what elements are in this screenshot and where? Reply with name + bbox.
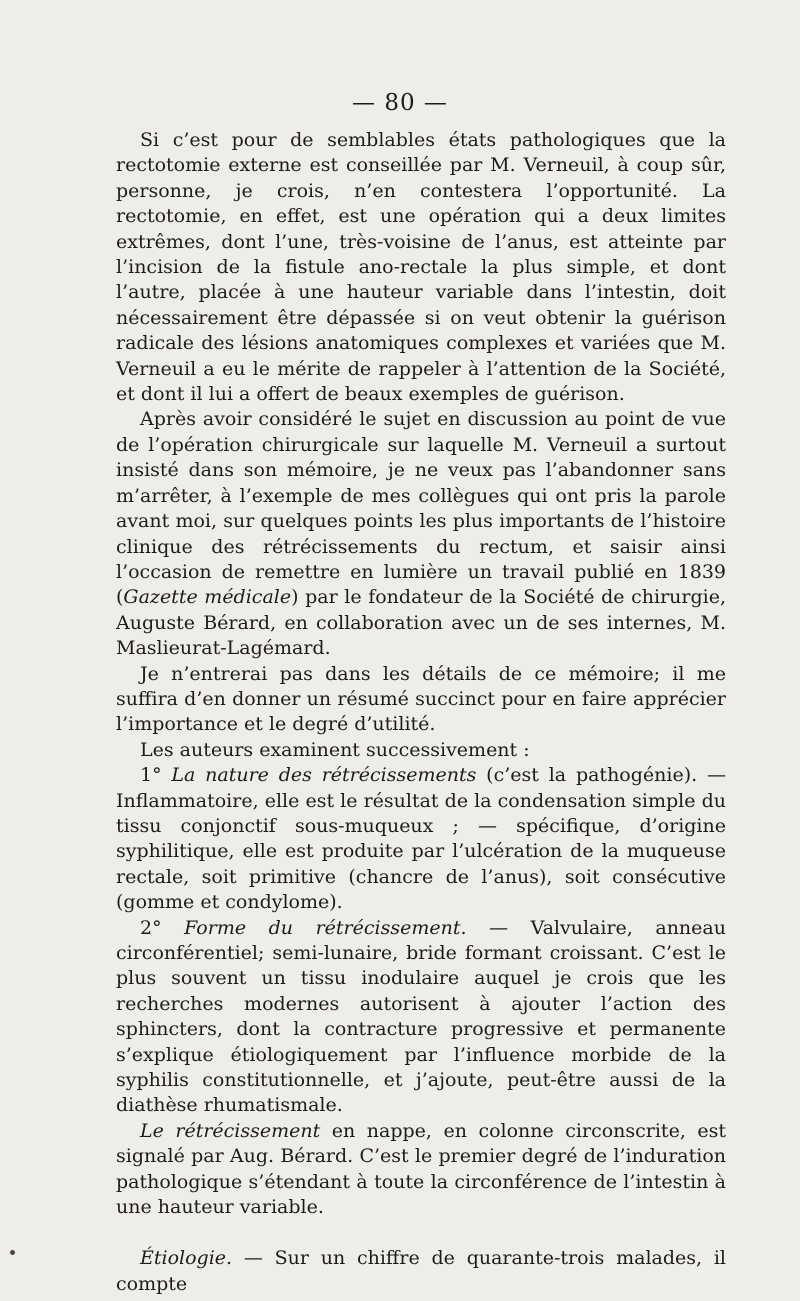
- journal-title: Gazette médicale: [123, 586, 292, 609]
- text-run: — Sur un chiffre de quarante-trois malades, il compte: [116, 1247, 726, 1295]
- text-run: (c’est la pathogénie). — Inflammatoire, elle est le résultat de la condensation simple du tissu conjonctif sous-muqueux ; — spécifique, d’origine syphilitique, elle est produite par l’ulcération de la muqueuse rectale, soit primitive (chancre de l’anus), soit consécutive (gomme et condylome).: [116, 764, 726, 914]
- paragraph: [116, 763, 726, 915]
- page-number: — 80 —: [352, 90, 448, 116]
- text-run: en nappe, en colonne circonscrite, est signalé par Aug. Bérard. C’est le premier degré de l’induration pathologique s’étendant à toute la circonférence de l’intestin à une hauteur variable.: [116, 1119, 726, 1219]
- section-heading: La nature des rétrécissements: [171, 764, 477, 787]
- body-text: [116, 128, 726, 1297]
- ink-spot: [10, 1250, 15, 1255]
- paragraph: [116, 128, 726, 407]
- text-run: Après avoir considéré le sujet en discussion au point de vue de l’opération chirurgicale sur laquelle M. Verneuil a surtout insisté dans son mémoire, je ne veux pas l’abandonner sans m’arrêter, à l’exemple de mes collègues qui ont pris la parole avant moi, sur quelques points les plus importants de l’histoire clinique des rétrécissements du rectum, et saisir ainsi l’occasion de remettre en lumière un travail publié en 1839 (: [116, 408, 726, 609]
- section-heading: Le rétrécissement: [140, 1119, 321, 1142]
- text-run: Les auteurs examinent successivement :: [140, 738, 530, 761]
- text-run: — Valvulaire, anneau circonférentiel; semi-lunaire, bride formant croissant. C’est le plus souvent un tissu inodulaire auquel je crois que les recherches modernes autorisent à ajouter l’action des sphincters, dont la contracture progressive et permanente s’explique étiologiquement par l’influence morbide de la syphilis constitutionnelle, et j’ajoute, peut-être aussi de la diathèse rhumatismale.: [116, 916, 726, 1117]
- paragraph: [116, 1246, 726, 1297]
- text-run: Si c’est pour de semblables états pathologiques que la rectotomie externe est conseillée par M. Verneuil, à coup sûr, personne, je crois, n’en contestera l’opportunité. La rectotomie, en effet, est une opération qui a deux limites extrêmes, dont l’une, très-voisine de l’anus, est atteinte par l’incision de la fistule ano-rectale la plus simple, et dont l’autre, placée à une hauteur variable dans l’intestin, doit nécessairement être dépassée si on veut obtenir la guérison radicale des lésions anatomiques complexes et variées que M. Verneuil a eu le mérite de rappeler à l’attention de la Société, et dont il lui a offert de beaux exemples de guérison.: [116, 129, 726, 406]
- text-run: 1°: [140, 764, 172, 787]
- paragraph: [116, 1119, 726, 1221]
- section-heading: Étiologie.: [140, 1247, 233, 1270]
- text-run: Je n’entrerai pas dans les détails de ce mémoire; il me suffira d’en donner un résumé succinct pour en faire apprécier l’importance et le degré d’utilité.: [116, 662, 726, 736]
- text-run: 2°: [140, 916, 185, 939]
- paragraph: [116, 738, 726, 763]
- paragraph: [116, 407, 726, 661]
- paragraph: [116, 662, 726, 738]
- section-heading: Forme du rétrécissement.: [184, 916, 467, 939]
- text-run: ) par le fondateur de la Société de chirurgie, Auguste Bérard, en collaboration avec un de ses internes, M. Maslieurat-Lagémard.: [116, 586, 726, 660]
- paragraph: [116, 916, 726, 1119]
